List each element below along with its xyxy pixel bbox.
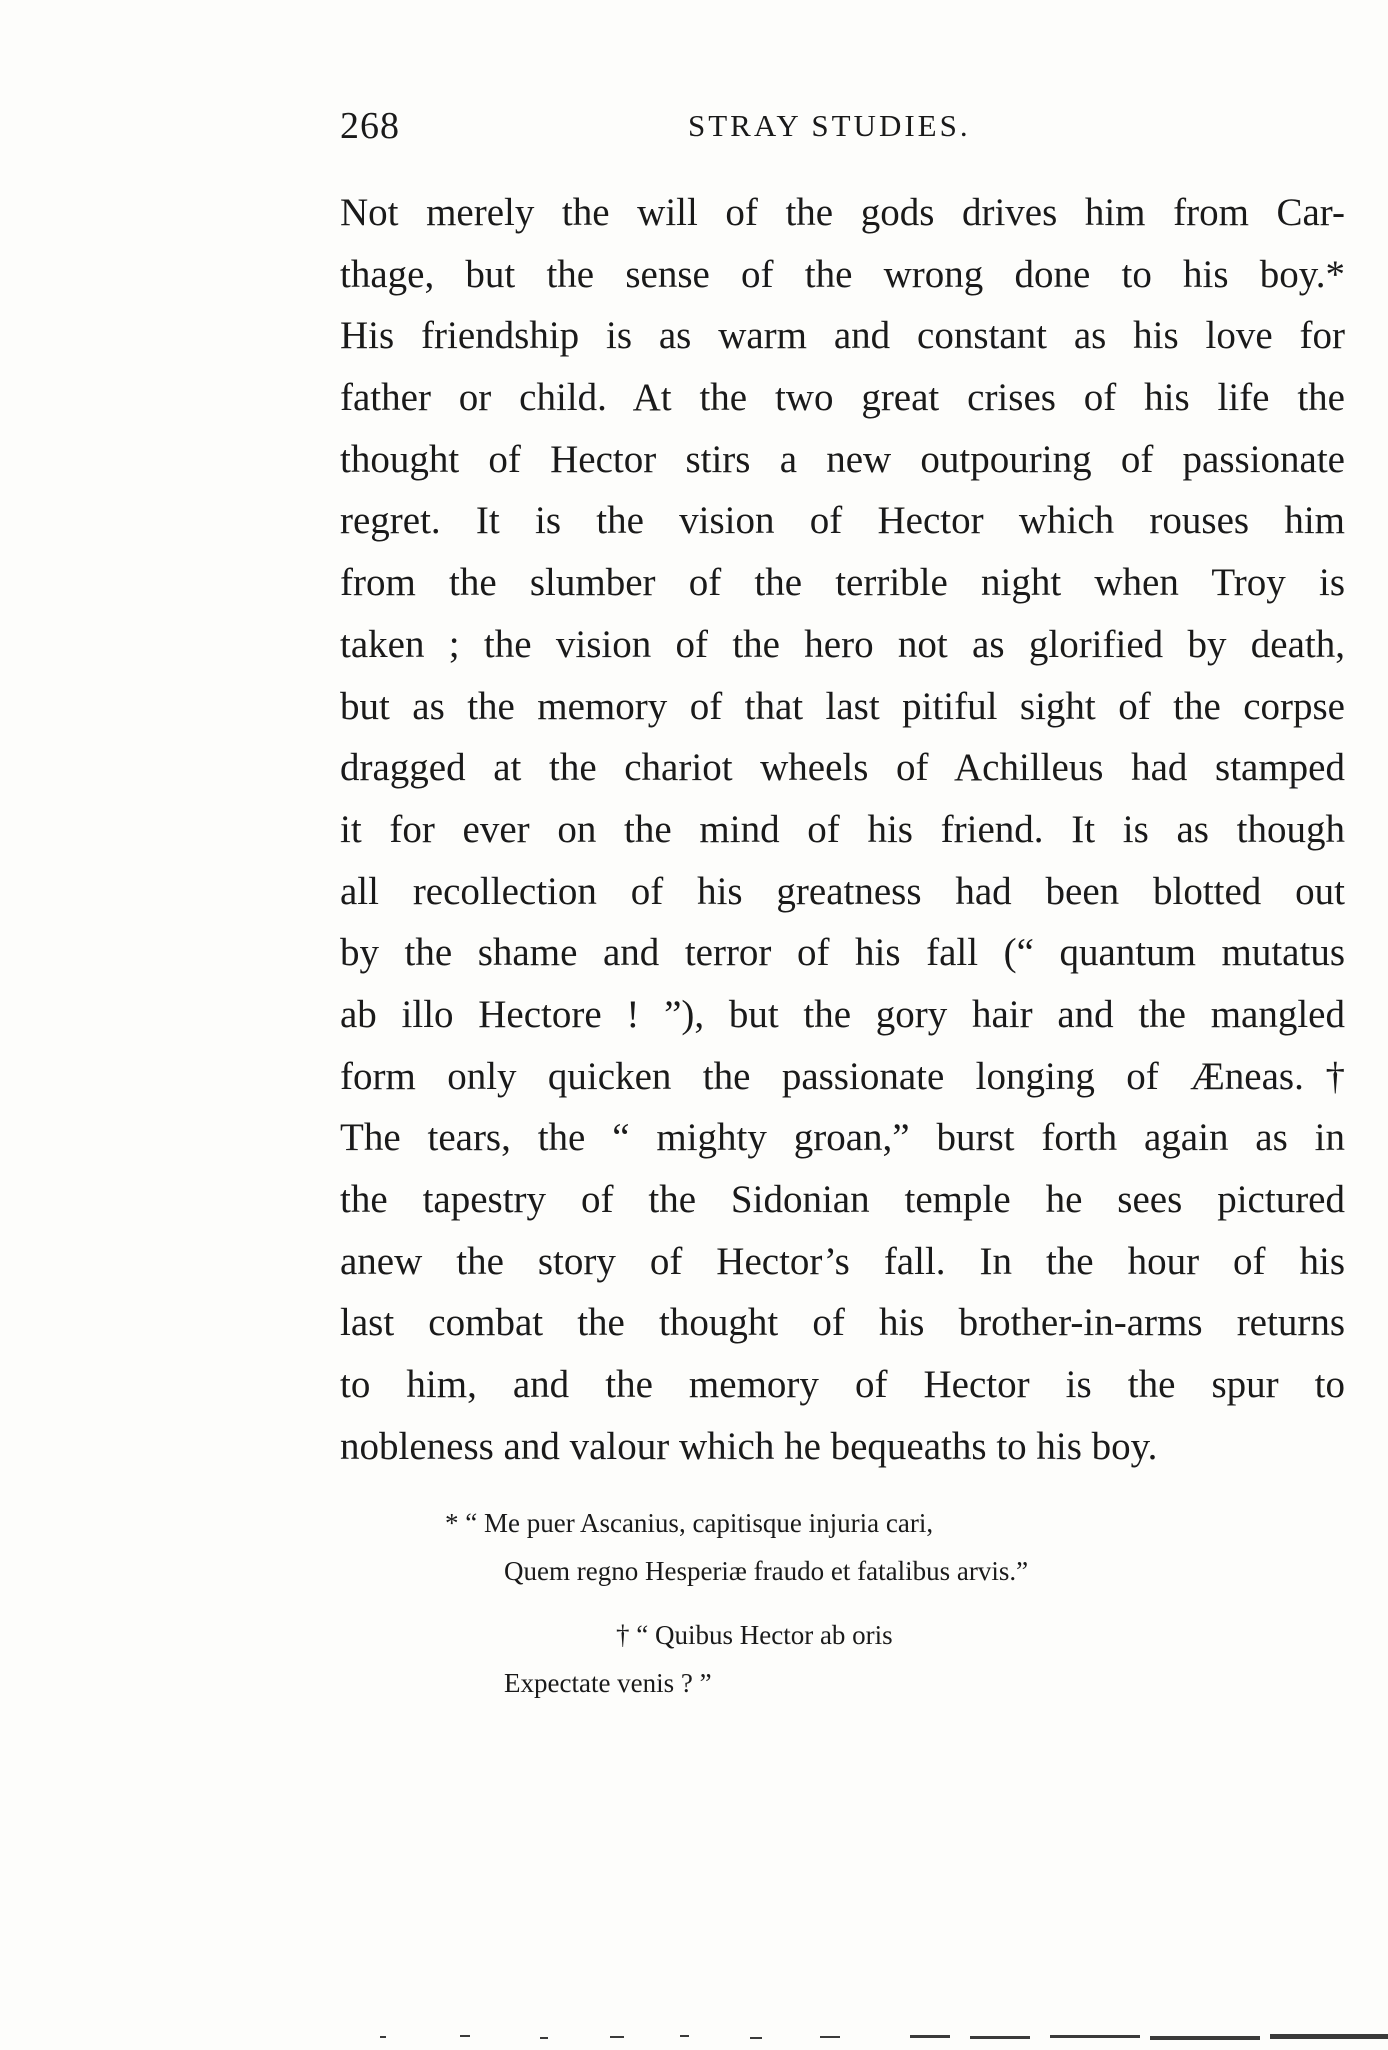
footnote-1-line-2: Quem regno Hesperiæ fraudo et fatalibus arvis.” (504, 1556, 1029, 1586)
text-line: thage, but the sense of the wrong done to his boy.* (340, 252, 1345, 296)
text-line: by the shame and terror of his fall (“ quantum mutatus (340, 931, 1345, 975)
footnote-2-line-2: Expectate venis ? ” (504, 1668, 712, 1698)
text-line: it for ever on the mind of his friend. It is as though (340, 807, 1345, 851)
text-line: father or child. At the two great crises of his life the (340, 376, 1345, 420)
running-head: STRAY STUDIES. (688, 108, 971, 143)
body-paragraph (340, 182, 1345, 1477)
text-line: to him, and the memory of Hector is the spur to (340, 1363, 1345, 1407)
text-line: Not merely the will of the gods drives him from Car- (340, 191, 1345, 234)
text-line: but as the memory of that last pitiful sight of the corpse (340, 684, 1345, 728)
text-line: anew the story of Hector’s fall. In the hour of his (340, 1239, 1345, 1283)
scan-edge-marks (350, 2030, 1388, 2044)
text-line: thought of Hector stirs a new outpouring of passionate (340, 437, 1345, 481)
text-line: the tapestry of the Sidonian temple he sees pictured (340, 1178, 1345, 1221)
text-line: regret. It is the vision of Hector which rouses him (340, 499, 1345, 543)
text-line: The tears, the “ mighty groan,” burst forth again as in (340, 1116, 1345, 1160)
page-number: 268 (340, 105, 400, 147)
text-line: taken ; the vision of the hero not as glorified by death, (340, 622, 1345, 666)
text-line: ab illo Hectore ! ”), but the gory hair and the mangled (340, 992, 1345, 1036)
text-line: dragged at the chariot wheels of Achilleus had stamped (340, 746, 1345, 790)
text-line: form only quicken the passionate longing of Æneas.† (340, 1054, 1345, 1098)
page-header (340, 104, 1345, 150)
text-line: His friendship is as warm and constant as his love for (340, 314, 1345, 358)
text-line: all recollection of his greatness had been blotted out (340, 869, 1345, 913)
footnote-2-line-1: † “ Quibus Hector ab oris (616, 1620, 893, 1650)
text-line: last combat the thought of his brother-in-arms returns (340, 1301, 1345, 1345)
text-line: from the slumber of the terrible night when Troy is (340, 561, 1345, 605)
footnote-1-line-1: * “ Me puer Ascanius, capitisque injuria cari, (445, 1508, 934, 1538)
text-line: nobleness and valour which he bequeaths to his boy. (340, 1424, 1158, 1468)
